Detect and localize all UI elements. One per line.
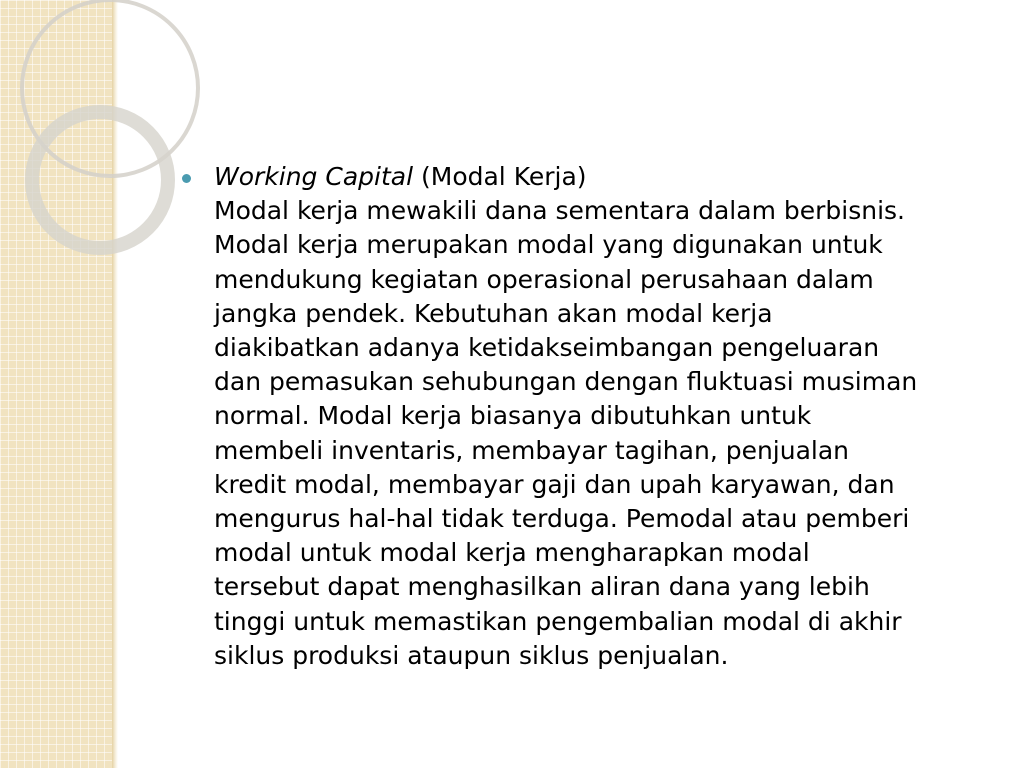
paragraph-line: membeli inventaris, membayar tagihan, penjualan [214,435,850,465]
paragraph-line: diakibatkan adanya ketidakseimbangan pengeluaran [214,333,880,363]
paragraph-line: modal untuk modal kerja mengharapkan modal [214,538,810,568]
slide-content [180,160,1000,673]
paragraph-line: tersebut dapat menghasilkan aliran dana yang lebih [214,572,870,602]
bullet-heading [214,162,587,191]
paragraph-line: jangka pendek. Kebutuhan akan modal kerja [214,298,773,328]
decorative-rings [0,0,200,260]
decorative-ring-large [22,0,198,176]
body-paragraph [214,194,1004,673]
paragraph-line: normal. Modal kerja biasanya dibutuhkan untuk [214,401,812,431]
bullet-icon [182,174,191,183]
decorative-ring-small [32,112,168,248]
term-plain: (Modal Kerja) [421,162,587,191]
term-italic: Working Capital [214,162,414,191]
paragraph-line: Modal kerja mewakili dana sementara dalam berbisnis. [214,196,906,226]
paragraph-line: Modal kerja merupakan modal yang digunakan untuk [214,230,883,260]
paragraph-line: kredit modal, membayar gaji dan upah karyawan, dan [214,469,895,499]
paragraph-line: dan pemasukan sehubungan dengan fluktuasi musiman [214,367,918,397]
paragraph-line: tinggi untuk memastikan pengembalian modal di akhir [214,606,902,636]
bullet-item [180,160,1000,194]
paragraph-line: mendukung kegiatan operasional perusahaan dalam [214,264,874,294]
paragraph-line: siklus produksi ataupun siklus penjualan. [214,640,729,670]
paragraph-line: mengurus hal-hal tidak terduga. Pemodal atau pemberi [214,504,910,534]
